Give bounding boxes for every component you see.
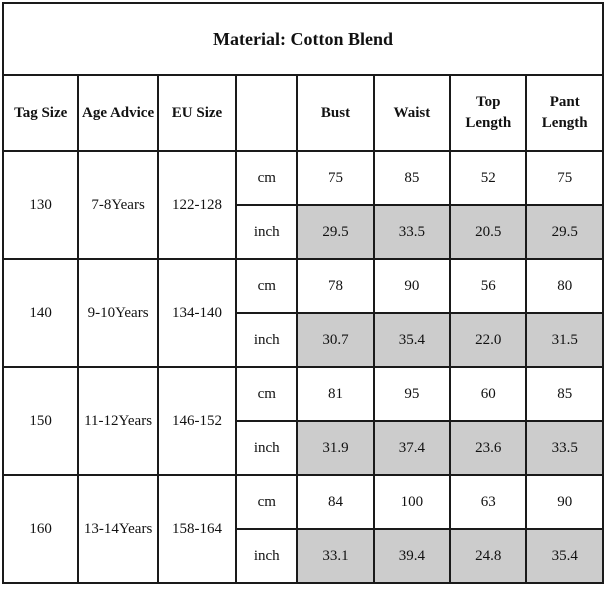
- waist-cm-cell: 100: [374, 475, 450, 529]
- age-advice-cell: 7-8Years: [78, 151, 157, 259]
- header-eu-size: EU Size: [158, 75, 236, 151]
- bust-inch-cell: 33.1: [297, 529, 373, 583]
- eu-size-cell: 134-140: [158, 259, 236, 367]
- waist-inch-cell: 37.4: [374, 421, 450, 475]
- bust-cm-cell: 75: [297, 151, 373, 205]
- tag-size-cell: 150: [3, 367, 78, 475]
- top-length-inch-cell: 23.6: [450, 421, 526, 475]
- header-waist: Waist: [374, 75, 450, 151]
- header-bust: Bust: [297, 75, 373, 151]
- age-advice-cell: 9-10Years: [78, 259, 157, 367]
- bust-inch-cell: 31.9: [297, 421, 373, 475]
- eu-size-cell: 146-152: [158, 367, 236, 475]
- size-chart-table: [2, 2, 604, 584]
- unit-cell-cm: cm: [236, 367, 297, 421]
- table-row: [3, 259, 603, 313]
- table-row: [3, 151, 603, 205]
- waist-cm-cell: 85: [374, 151, 450, 205]
- tag-size-cell: 160: [3, 475, 78, 583]
- pant-length-cm-cell: 80: [526, 259, 603, 313]
- header-pant-length: [526, 75, 603, 151]
- table-row: [3, 475, 603, 529]
- header-top-length-line2: Length: [465, 115, 512, 131]
- bust-cm-cell: 84: [297, 475, 373, 529]
- waist-inch-cell: 35.4: [374, 313, 450, 367]
- bust-inch-cell: 29.5: [297, 205, 373, 259]
- waist-cm-cell: 95: [374, 367, 450, 421]
- top-length-cm-cell: 52: [450, 151, 526, 205]
- pant-length-cm-cell: 85: [526, 367, 603, 421]
- header-pant-length-line1: Pant: [549, 94, 580, 110]
- pant-length-inch-cell: 33.5: [526, 421, 603, 475]
- bust-cm-cell: 81: [297, 367, 373, 421]
- header-top-length-line1: Top: [476, 94, 501, 110]
- header-tag-size: Tag Size: [3, 75, 78, 151]
- unit-cell-cm: cm: [236, 475, 297, 529]
- header-top-length: [450, 75, 526, 151]
- bust-cm-cell: 78: [297, 259, 373, 313]
- eu-size-cell: 122-128: [158, 151, 236, 259]
- waist-inch-cell: 39.4: [374, 529, 450, 583]
- table-row: [3, 367, 603, 421]
- unit-cell-cm: cm: [236, 259, 297, 313]
- unit-cell-cm: cm: [236, 151, 297, 205]
- tag-size-cell: 130: [3, 151, 78, 259]
- pant-length-inch-cell: 31.5: [526, 313, 603, 367]
- material-title: Material: Cotton Blend: [3, 3, 603, 75]
- unit-cell-inch: inch: [236, 421, 297, 475]
- pant-length-inch-cell: 29.5: [526, 205, 603, 259]
- bust-inch-cell: 30.7: [297, 313, 373, 367]
- tag-size-cell: 140: [3, 259, 78, 367]
- unit-cell-inch: inch: [236, 205, 297, 259]
- header-age-advice: Age Advice: [78, 75, 157, 151]
- waist-inch-cell: 33.5: [374, 205, 450, 259]
- age-advice-cell: 13-14Years: [78, 475, 157, 583]
- header-row: [3, 75, 603, 151]
- waist-cm-cell: 90: [374, 259, 450, 313]
- top-length-cm-cell: 56: [450, 259, 526, 313]
- top-length-inch-cell: 22.0: [450, 313, 526, 367]
- age-advice-cell: 11-12Years: [78, 367, 157, 475]
- top-length-cm-cell: 63: [450, 475, 526, 529]
- top-length-inch-cell: 24.8: [450, 529, 526, 583]
- top-length-cm-cell: 60: [450, 367, 526, 421]
- unit-cell-inch: inch: [236, 529, 297, 583]
- pant-length-cm-cell: 75: [526, 151, 603, 205]
- size-chart: [2, 2, 604, 584]
- top-length-inch-cell: 20.5: [450, 205, 526, 259]
- pant-length-cm-cell: 90: [526, 475, 603, 529]
- header-pant-length-line2: Length: [541, 115, 588, 131]
- eu-size-cell: 158-164: [158, 475, 236, 583]
- pant-length-inch-cell: 35.4: [526, 529, 603, 583]
- header-unit: [236, 75, 297, 151]
- unit-cell-inch: inch: [236, 313, 297, 367]
